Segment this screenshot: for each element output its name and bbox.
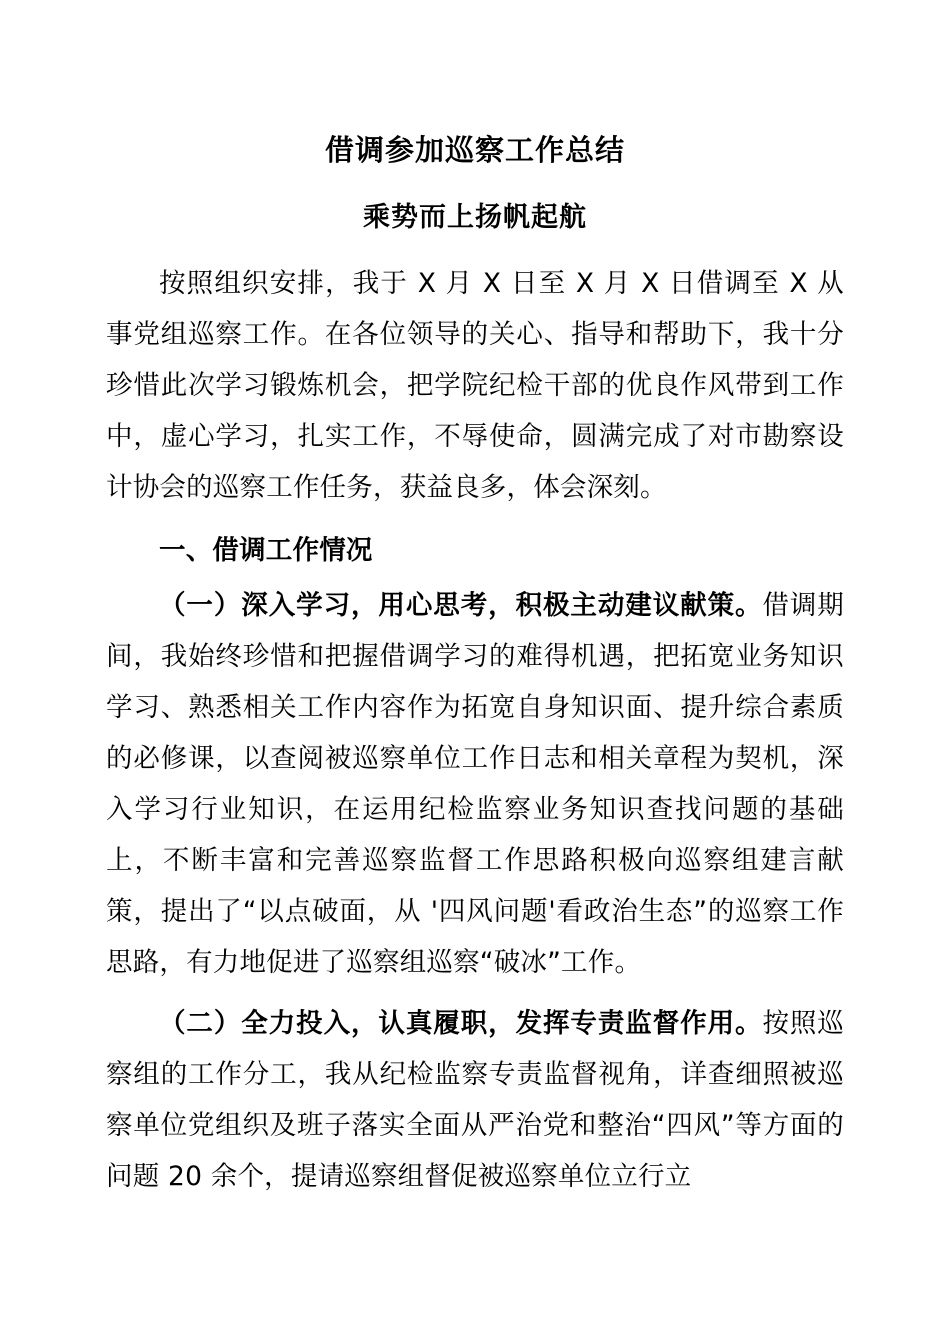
subsection-2-text: 按照巡察组的工作分工，我从纪检监察专责监督视角，详查细照被巡察单位党组织及班子落实全面从严治党和整治“四风”等方面的问题 20 余个，提请巡察组督促被巡察单位立行立 — [106, 1008, 844, 1193]
opening-paragraph: 按照组织安排，我于 X 月 X 日至 X 月 X 日借调至 X 从事党组巡察工作。在各位领导的关心、指导和帮助下，我十分珍惜此次学习锻炼机会，把学院纪检干部的优良作风带到工作中，虚心学习，扎实工作，不辱使命，圆满完成了对市勘察设计协会的巡察工作任务，获益良多，体会深刻。 — [106, 268, 844, 504]
page-title: 借调参加巡察工作总结 — [324, 133, 625, 167]
page-subtitle: 乘势而上扬帆起航 — [363, 201, 587, 233]
subsection-1-lead: （一）深入学习，用心思考，积极主动建议献策。 — [159, 590, 763, 622]
subsection-2-lead: （二）全力投入，认真履职，发挥专责监督作用。 — [159, 1008, 763, 1040]
subsection-1-text: 借调期间，我始终珍惜和把握借调学习的难得机遇，把拓宽业务知识学习、熟悉相关工作内容作为拓宽自身知识面、提升综合素质的必修课，以查阅被巡察单位工作日志和相关章程为契机，深入学习行业知识，在运用纪检监察业务知识查找问题的基础上，不断丰富和完善巡察监督工作思路积极向巡察组建言献策，提出了“以点破面，从 '四风问题'看政治生态”的巡察工作思路，有力地促进了巡察组巡察“破冰”工作。 — [106, 590, 844, 979]
subsection-2 — [106, 998, 844, 1202]
section-heading-1: 一、借调工作情况 — [159, 535, 373, 567]
subsection-1 — [106, 580, 844, 988]
